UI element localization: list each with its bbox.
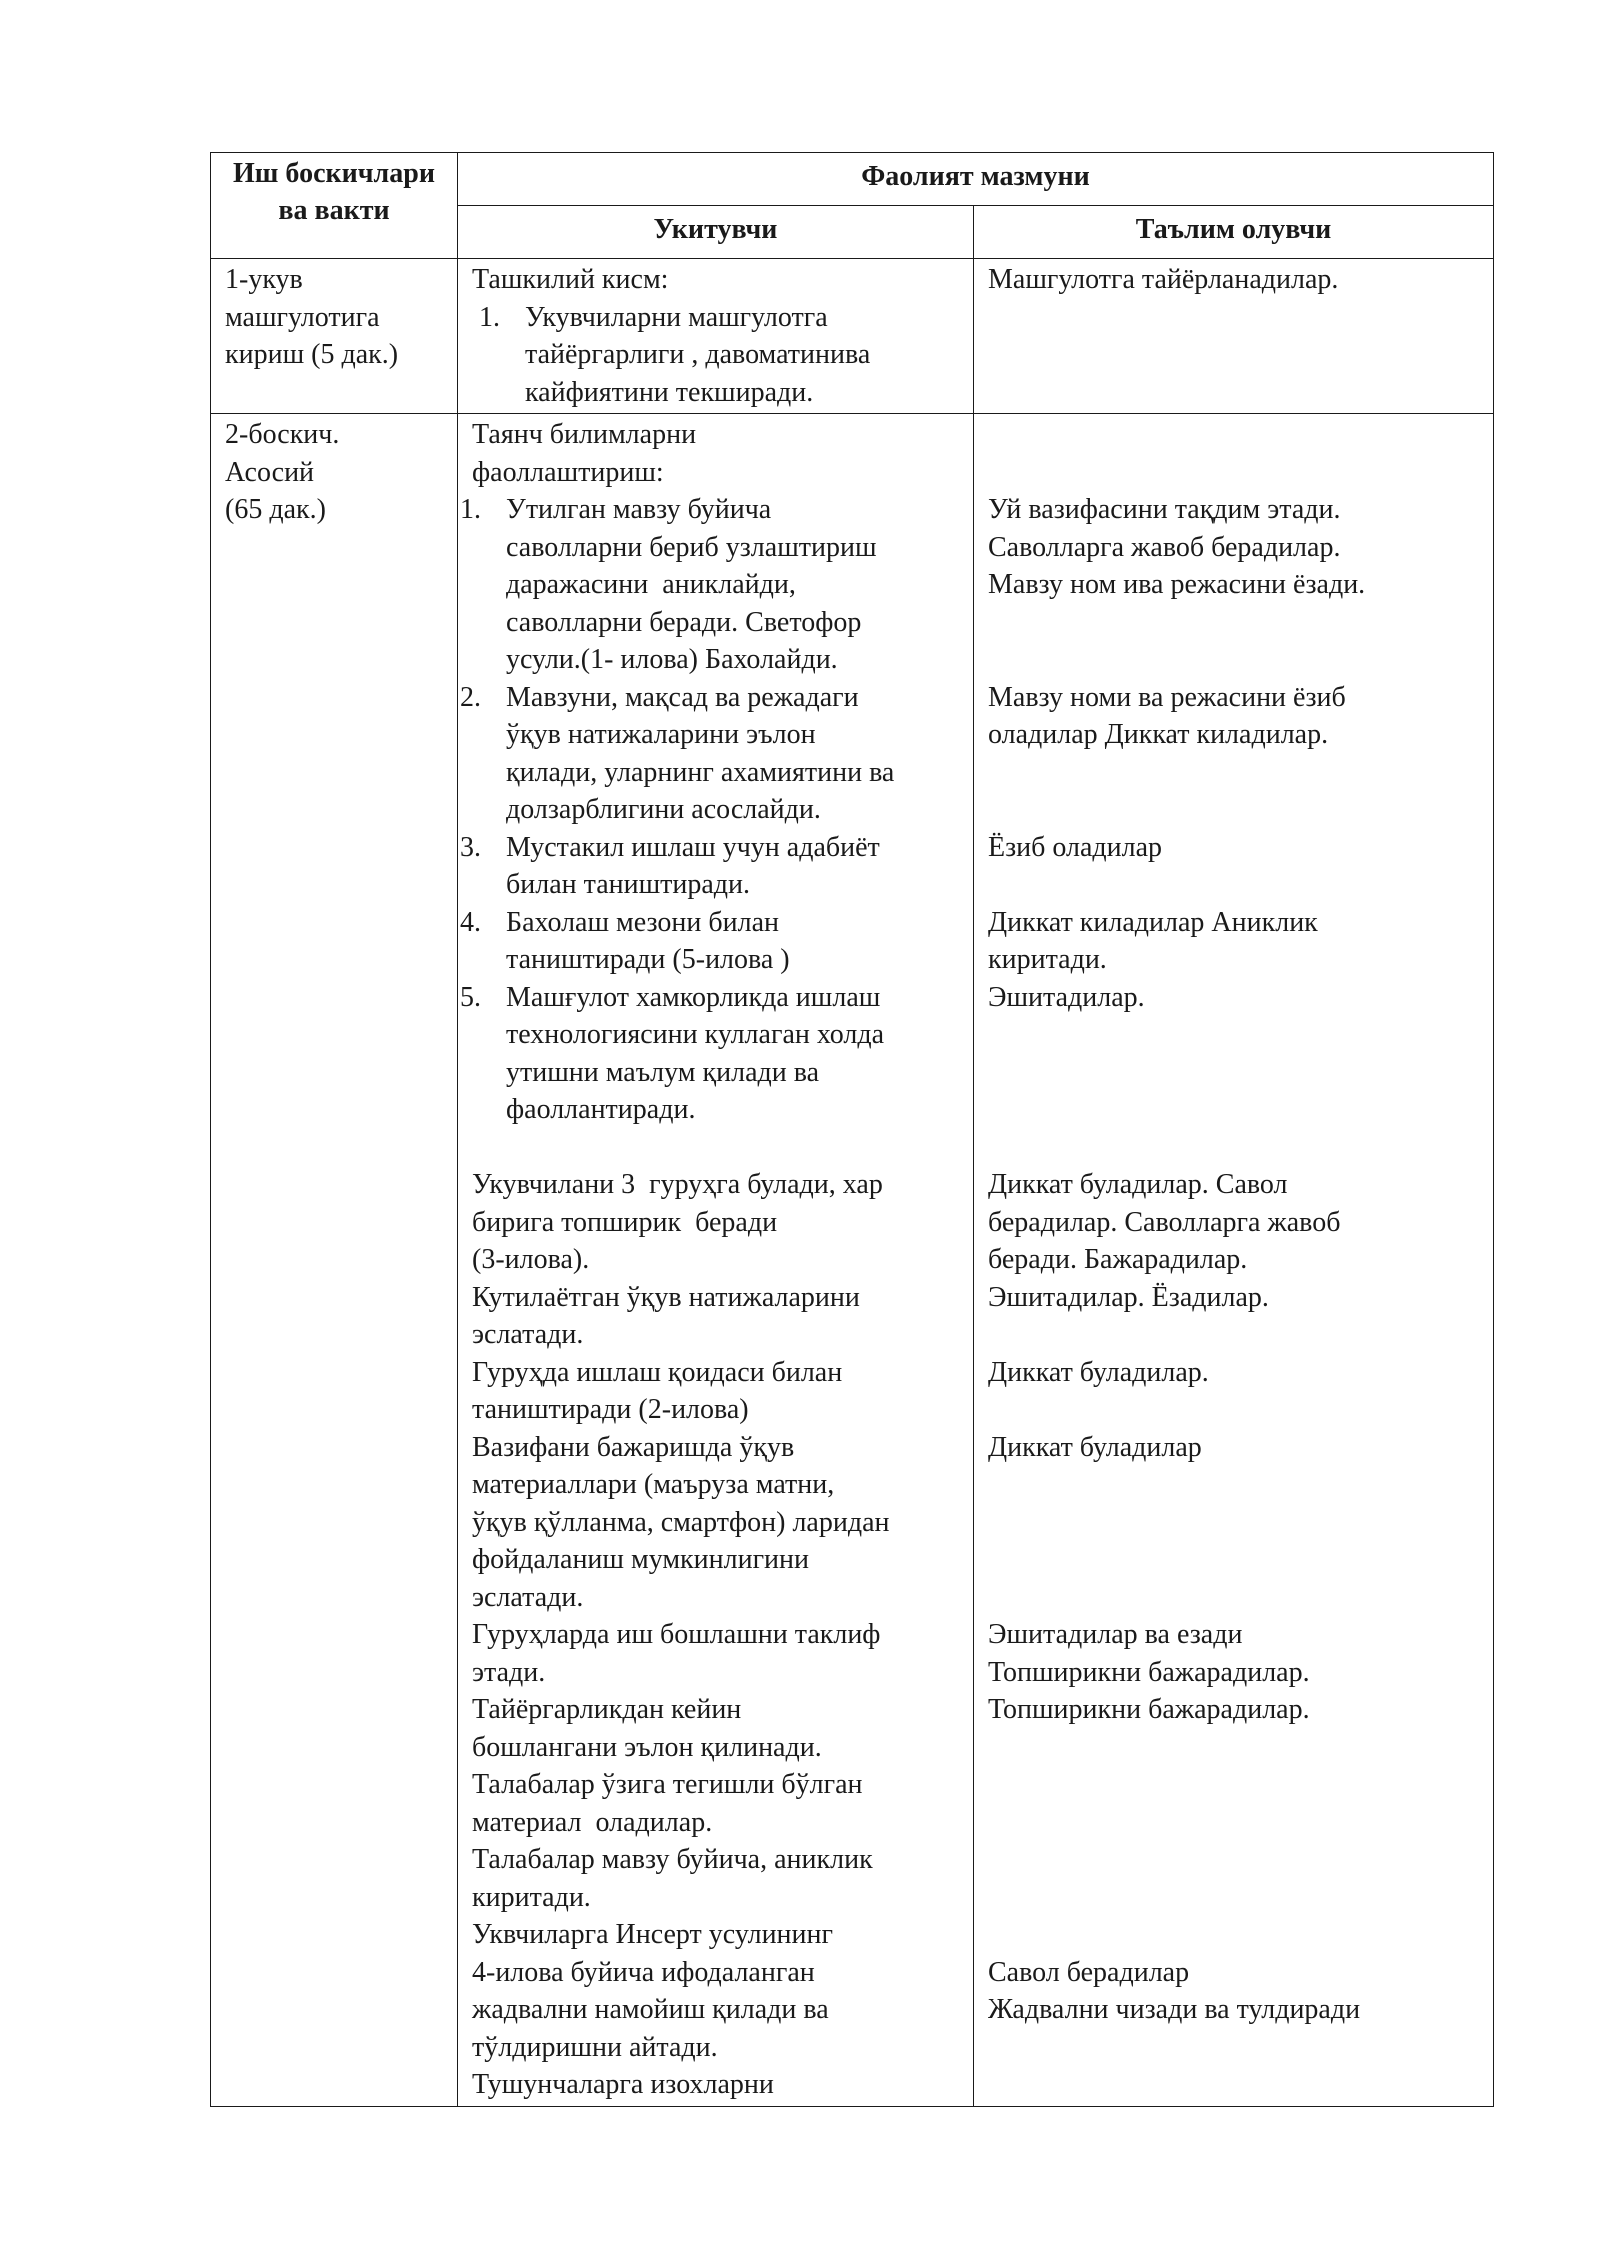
stage-text-line: 2-боскич. (225, 419, 340, 450)
list-item (458, 904, 959, 979)
student-text-line: Мавзу ном ива режасини ёзади. (988, 569, 1366, 600)
stage-text-line: машгулотига (225, 301, 380, 333)
list-item-number: 2. (460, 681, 481, 713)
teacher-intro-list (472, 299, 959, 412)
student-text-line: Машгулотга тайёрланадилар. (988, 264, 1339, 295)
stage-time-header-text: Иш боскичлари ва вакти (233, 158, 435, 226)
stage-text-line: Асосий (225, 456, 315, 488)
stage-text-line: (65 дак.) (225, 494, 326, 525)
teacher-intro-label: Ташкилий кисм: (472, 264, 669, 295)
teacher-text-line: материал оладилар. (472, 1806, 713, 1838)
teacher-text-line: 4-илова буйича ифодаланган (472, 1956, 815, 1988)
teacher-text-line: Талабалар ўзига тегишли бўлган (472, 1769, 863, 1800)
list-item-line: Утилган мавзу буйича (506, 494, 772, 525)
teacher-text-line: Кутилаётган ўқув натижаларини (472, 1281, 860, 1313)
list-item-line: саволларни беради. Светофор (506, 606, 862, 638)
teacher-text-line: Талабалар мавзу буйича, аниклик (472, 1844, 873, 1875)
student-text-line (988, 1729, 1479, 1767)
list-item-line: билан таништиради. (506, 869, 751, 900)
activity-content-header-text: Фаолият мазмуни (861, 161, 1090, 192)
list-item-line: даражасини аниклайди, (506, 569, 796, 600)
student-text-line (988, 1391, 1479, 1429)
student-text-line (988, 1091, 1479, 1129)
student-text-line (988, 1129, 1479, 1167)
student-text-line (988, 791, 1479, 829)
teacher-text-line: Вазифани бажаришда ўқув (472, 1431, 795, 1463)
list-item-line: Машғулот хамкорликда ишлаш (506, 981, 881, 1013)
student-text-line (988, 866, 1479, 904)
student-text-line: Диккат буладилар. Савол (988, 1169, 1288, 1200)
student-text-line (988, 1541, 1479, 1579)
list-item-line: Укувчиларни машгулотга (525, 301, 828, 333)
teacher-text-line: киритади. (472, 1881, 591, 1913)
student-text-line (988, 1579, 1479, 1617)
teacher-text-line: (3-илова). (472, 1244, 590, 1275)
list-item-line: Мавзуни, мақсад ва режадаги (506, 681, 859, 713)
list-item-line: усули.(1- илова) Бахолайди. (506, 644, 838, 675)
teacher-text-line: таништиради (2-илова) (472, 1394, 749, 1425)
list-item-line: Бахолаш мезони билан (506, 906, 779, 938)
teacher-main-list (458, 491, 959, 1129)
teacher-text-line: Таянч билимларни (472, 419, 697, 450)
teacher-text-line: материаллари (маъруза матни, (472, 1469, 835, 1500)
student-text-line (988, 604, 1479, 642)
student-text-line: Саволларга жавоб берадилар. (988, 531, 1341, 563)
student-text-line (988, 454, 1479, 492)
student-text-line: Диккат буладилар (988, 1431, 1202, 1463)
teacher-text-line: Тайёргарликдан кейин (472, 1694, 742, 1725)
stage-cell-main (211, 414, 458, 2107)
teacher-text-line: тўлдиришни айтади. (472, 2031, 718, 2063)
student-text-line: киритади. (988, 944, 1107, 975)
teacher-cell-intro (458, 259, 974, 414)
list-item (472, 299, 959, 412)
list-item-number: 3. (460, 831, 481, 863)
student-text-line: Топширикни бажарадилар. (988, 1656, 1310, 1688)
student-text-line (988, 1879, 1479, 1917)
list-item-line: тайёргарлиги , давоматинива (525, 339, 871, 370)
teacher-main-intro (472, 416, 959, 491)
student-cell-intro (974, 259, 1494, 414)
teacher-text-line: этади. (472, 1656, 546, 1688)
student-text-line: Эшитадилар ва езади (988, 1619, 1243, 1650)
student-text-line: Эшитадилар. (988, 981, 1145, 1013)
teacher-text-line: бирига топширик беради (472, 1206, 778, 1238)
list-item-number: 1. (460, 494, 481, 525)
teacher-text-line (472, 1129, 959, 1167)
lesson-plan-table (210, 152, 1494, 2107)
student-text-line (988, 1804, 1479, 1842)
student-text-line (988, 641, 1479, 679)
list-item-line: кайфиятини текширади. (525, 376, 814, 408)
stage-text-line: кириш (5 дак.) (225, 339, 399, 370)
student-text-line (988, 1054, 1479, 1092)
list-item (458, 829, 959, 904)
list-item (458, 491, 959, 679)
student-text-line (988, 1504, 1479, 1542)
student-text-line (988, 1016, 1479, 1054)
list-item (458, 679, 959, 829)
stage-cell-intro (211, 259, 458, 414)
activity-content-header (458, 153, 1494, 206)
student-text-line: Жадвални чизади ва тулдиради (988, 1994, 1361, 2025)
teacher-text-line: Гуруҳларда иш бошлашни таклиф (472, 1619, 881, 1650)
teacher-cell-main (458, 414, 974, 2107)
student-text-line: Диккат буладилар. (988, 1356, 1209, 1388)
stage-text-line: 1-укув (225, 264, 303, 295)
student-header-text: Таълим олувчи (1135, 214, 1332, 245)
list-item-line: долзарблигини асослайди. (506, 794, 821, 825)
student-header (974, 206, 1494, 259)
list-item-number: 1. (479, 301, 500, 333)
list-item-line: утишни маълум қилади ва (506, 1056, 820, 1088)
student-text-line: Эшитадилар. Ёзадилар. (988, 1281, 1269, 1313)
list-item-number: 5. (460, 981, 481, 1013)
list-item-line: фаоллантиради. (506, 1094, 696, 1125)
student-text-line: Савол берадилар (988, 1956, 1190, 1988)
student-text-line: Мавзу номи ва режасини ёзиб (988, 681, 1346, 713)
teacher-text-line: бошлангани эълон қилинади. (472, 1731, 822, 1763)
list-item-line: таништиради (5-илова ) (506, 944, 790, 975)
student-text-line: берадилар. Саволларга жавоб (988, 1206, 1341, 1238)
teacher-text-line: Уквчиларга Инсерт усулининг (472, 1919, 833, 1950)
list-item-line: технологиясини куллаган холда (506, 1019, 885, 1050)
teacher-text-line: фаоллаштириш: (472, 456, 664, 488)
student-text-line (988, 754, 1479, 792)
list-item-number: 4. (460, 906, 481, 938)
student-text-line: Уй вазифасини тақдим этади. (988, 494, 1341, 525)
teacher-text-line: фойдаланиш мумкинлигини (472, 1544, 810, 1575)
student-text-line (988, 1916, 1479, 1954)
student-text-line (988, 1466, 1479, 1504)
student-text-line: Ёзиб оладилар (988, 831, 1163, 863)
student-text-line: Топширикни бажарадилар. (988, 1694, 1310, 1725)
student-cell-main (974, 414, 1494, 2107)
student-text-line (988, 1766, 1479, 1804)
list-item (458, 979, 959, 1129)
teacher-text-line: эслатади. (472, 1319, 584, 1350)
teacher-main-rest (472, 1129, 959, 2104)
stage-row-intro (211, 259, 1494, 414)
teacher-text-line: эслатади. (472, 1581, 584, 1613)
list-item-line: ўқув натижаларини эълон (506, 719, 816, 750)
student-text-line: оладилар Диккат киладилар. (988, 719, 1329, 750)
stage-time-header (211, 153, 458, 259)
student-text-line (988, 1841, 1479, 1879)
teacher-header-text: Укитувчи (653, 214, 778, 245)
student-text-line: беради. Бажарадилар. (988, 1244, 1248, 1275)
teacher-text-line: Укувчилани 3 гуруҳга булади, хар (472, 1169, 883, 1200)
student-text-line (988, 1316, 1479, 1354)
teacher-text-line: Тушунчаларга изохларни (472, 2069, 774, 2100)
teacher-text-line: ўқув қўлланма, смартфон) ларидан (472, 1506, 890, 1538)
teacher-text-line: жадвални намойиш қилади ва (472, 1994, 829, 2025)
student-text-line (988, 416, 1479, 454)
teacher-text-line: Гуруҳда ишлаш қоидаси билан (472, 1356, 843, 1388)
stage-row-main (211, 414, 1494, 2107)
list-item-line: қилади, уларнинг ахамиятини ва (506, 756, 895, 788)
teacher-header (458, 206, 974, 259)
header-row-1 (211, 153, 1494, 206)
list-item-line: Мустакил ишлаш учун адабиёт (506, 831, 880, 863)
student-text-line: Диккат киладилар Аниклик (988, 906, 1318, 938)
list-item-line: саволларни бериб узлаштириш (506, 531, 877, 563)
